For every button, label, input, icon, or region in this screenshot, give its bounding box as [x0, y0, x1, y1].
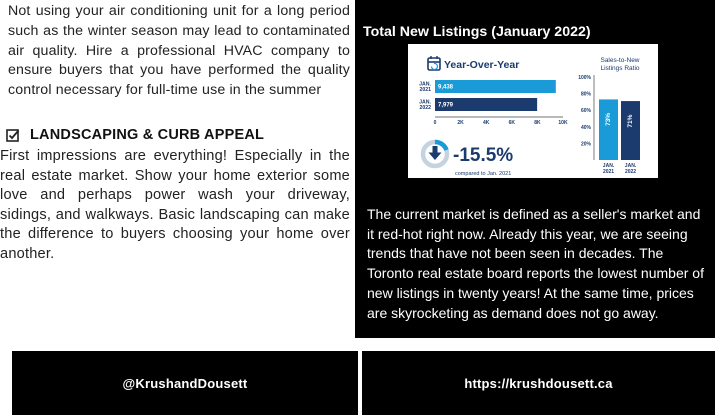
yoy-category-year: 2021 [419, 87, 431, 93]
landscaping-paragraph: First impressions are everything! Especially in the real estate market. Show your home exterior some love and perhaps power wash your driveway, sidings, and walkways. Basic landscaping can make the difference to buyers choosing your home over another. [0, 148, 350, 262]
ratio-tick-label: 100% [578, 75, 591, 81]
ratio-category-year: 2021 [602, 169, 615, 175]
yoy-title: Year-Over-Year [444, 59, 520, 71]
down-arrow-icon [423, 142, 447, 166]
ratio-tick-label: 40% [580, 124, 591, 131]
ratio-tick-label: 20% [580, 141, 591, 148]
yoy-bar-chart [419, 80, 568, 126]
ratio-title-line2: Listings Ratio [600, 65, 640, 72]
ratio-category-year: 2022 [624, 169, 637, 175]
yoy-tick-label: 4K [482, 120, 490, 126]
yoy-data-label: 9,438 [438, 84, 454, 91]
heading-label: LANDSCAPING & CURB APPEAL [30, 127, 265, 143]
infographic-graphic [408, 44, 658, 178]
calendar-icon [428, 56, 440, 70]
ratio-bar [599, 99, 618, 160]
website-link[interactable]: https://krushdousett.ca [464, 375, 613, 391]
yoy-tick-label: 8K [534, 120, 541, 126]
footer-handle-box[interactable] [12, 351, 358, 415]
yoy-data-label: 7,979 [438, 102, 454, 109]
change-value: -15.5% [453, 145, 514, 166]
yoy-tick-label: 6K [508, 120, 516, 126]
market-panel [355, 0, 715, 338]
yoy-tick-label: 0 [433, 120, 437, 126]
yoy-category-label: JAN. [419, 81, 431, 88]
ratio-bar [621, 101, 640, 160]
ratio-bar-chart [578, 75, 640, 175]
ratio-category-label: JAN. [602, 163, 615, 169]
panel-title: Total New Listings (January 2022) [363, 24, 591, 40]
ratio-title-line1: Sales-to-New [600, 57, 640, 64]
ratio-data-label: 73% [605, 112, 613, 126]
market-paragraph: The current market is defined as a seller's market and it red-hot right now. Already this year, we are seeing trends that have not been seen in decades. The Toronto real estate board reports the lowest number of new listings in twenty years! At the same time, prices are skyrocketing as demand does not go away. [367, 206, 704, 321]
yoy-tick-label: 10K [558, 120, 568, 126]
hvac-paragraph: Not using your air conditioning unit for a long period such as the winter season may lead to contaminated air quality. Hire a professional HVAC company to ensure buyers that you have performed the quality control necessary for full-time use in the summer [8, 3, 350, 99]
landscaping-heading [6, 125, 264, 145]
yoy-bar [435, 80, 556, 93]
ratio-category-label: JAN. [624, 163, 637, 169]
ratio-tick-label: 60% [580, 108, 591, 115]
yoy-tick-label: 2K [457, 120, 464, 126]
footer-url-box[interactable] [362, 351, 715, 415]
yoy-category-label: JAN. [419, 99, 431, 106]
ratio-data-label: 71% [627, 114, 635, 128]
listings-infographic [408, 44, 658, 178]
yoy-category-year: 2022 [419, 105, 431, 111]
change-caption: compared to Jan. 2021 [455, 171, 512, 177]
ratio-tick-label: 80% [580, 91, 591, 98]
checkbox-checked-icon [6, 128, 20, 142]
social-handle[interactable]: @KrushandDousett [122, 375, 248, 391]
